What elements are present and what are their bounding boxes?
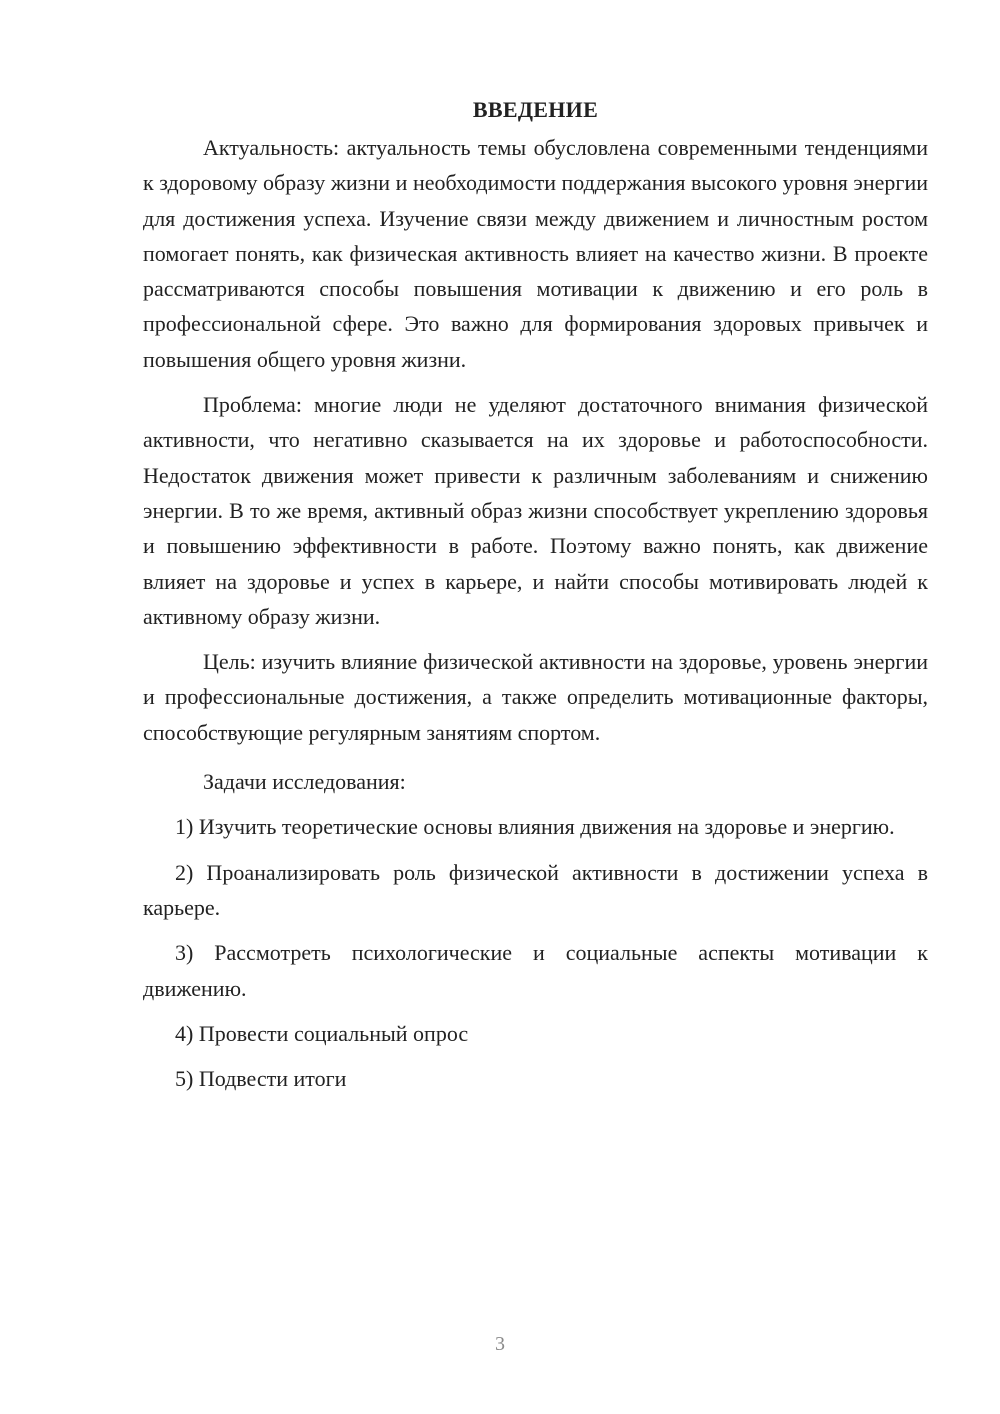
page-content [143, 92, 928, 1106]
task-item: 5) Подвести итоги [175, 1066, 347, 1092]
paragraph-goal: Цель: изучить влияние физической активности на здоровье, уровень энергии и профессиональные достижения, а также определить мотивационные факторы, способствующие регулярным занятиям спортом. [143, 649, 928, 745]
paragraph-problem: Проблема: многие люди не уделяют достаточного внимания физической активности, что негативно сказывается на их здоровье и работоспособности. Недостаток движения может привести к различным заболеваниям и снижению энергии. В то же время, активный образ жизни способствует укреплению здоровья и повышению эффективности в работе. Поэтому важно понять, как движение влияет на здоровье и успех в карьере, и найти способы мотивировать людей к активному образу жизни. [143, 392, 928, 629]
task-item: 3) Рассмотреть психологические и социальные аспекты мотивации к движению. [143, 940, 928, 1001]
tasks-intro: Задачи исследования: [203, 769, 406, 795]
page-number: 3 [495, 1333, 505, 1355]
section-heading: ВВЕДЕНИЕ [472, 97, 599, 122]
task-item: 1) Изучить теоретические основы влияния движения на здоровье и энергию. [175, 814, 895, 840]
task-item: 2) Проанализировать роль физической активности в достижении успеха в карьере. [143, 859, 928, 920]
paragraph-relevance: Актуальность: актуальность темы обусловлена современными тенденциями к здоровому образу жизни и необходимости поддержания высокого уровня энергии для достижения успеха. Изучение связи между движением и личностным ростом помогает понять, как физическая активность влияет на качество жизни. В проекте рассматриваются способы повышения мотивации к движению и его роль в профессиональной сфере. Это важно для формирования здоровых привычек и повышения общего уровня жизни. [143, 135, 928, 372]
task-item: 4) Провести социальный опрос [175, 1020, 469, 1046]
